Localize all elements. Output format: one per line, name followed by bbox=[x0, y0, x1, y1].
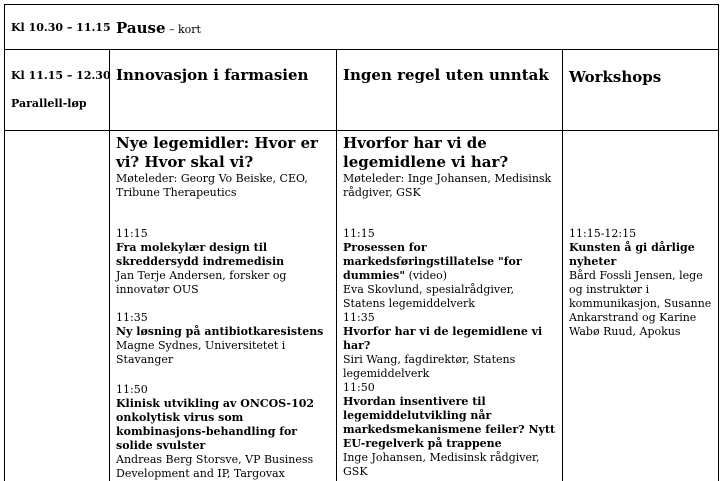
table-border-right bbox=[718, 4, 719, 481]
session-innovation bbox=[116, 134, 331, 200]
talk-item bbox=[343, 381, 558, 479]
talk-title-suffix: (video) bbox=[405, 269, 448, 282]
talk-title: Fra molekylær design til skreddersydd indremedisin bbox=[116, 241, 285, 268]
talk-time: 11:15 bbox=[116, 227, 148, 240]
talk-speaker: Magne Sydnes, Universitetet i Stavanger bbox=[116, 339, 286, 366]
talk-title: Klinisk utvikling av ONCOS-102 onkolytisk virus som kombinasjons-behandling for solide svulster bbox=[116, 397, 315, 452]
talk-title: Hvordan insentivere til legemiddelutvikling når markedsmekanismene feiler? Nytt EU-regelverk på trappene bbox=[343, 395, 556, 450]
column-heading-workshops: Workshops bbox=[569, 68, 662, 86]
talk-item bbox=[343, 227, 558, 311]
talk-time: 11:35 bbox=[116, 311, 148, 324]
workshop-title: Kunsten å gi dårlige nyheter bbox=[569, 241, 695, 268]
parallel-label: Parallell-løp bbox=[11, 97, 87, 110]
parallel-time: Kl 11.15 – 12.30 bbox=[11, 69, 111, 82]
talk-speaker: Siri Wang, fagdirektør, Statens legemiddelverk bbox=[343, 353, 516, 380]
row-divider-2 bbox=[4, 130, 718, 131]
column-heading-rules: Ingen regel uten unntak bbox=[343, 66, 549, 84]
workshop-item bbox=[569, 227, 714, 339]
workshop-speaker: Bård Fossli Jensen, lege og instruktør i kommunikasjon, Susanne Ankarstrand og Karine Wabø Ruud, Apokus bbox=[569, 269, 712, 338]
workshop-time: 11:15-12:15 bbox=[569, 227, 637, 240]
talk-time: 11:50 bbox=[343, 381, 375, 394]
talk-item bbox=[116, 383, 331, 481]
talk-speaker: Eva Skovlund, spesialrådgiver, Statens legemiddelverk bbox=[343, 283, 515, 310]
table-border-left bbox=[4, 4, 5, 481]
col-divider-1 bbox=[109, 49, 110, 481]
talk-speaker: Jan Terje Andersen, forsker og innovatør OUS bbox=[116, 269, 287, 296]
pause-cell bbox=[116, 18, 201, 37]
session-title: Hvorfor har vi de legemidlene vi har? bbox=[343, 134, 509, 171]
talk-speaker: Andreas Berg Storsve, VP Business Development and IP, Targovax bbox=[116, 453, 314, 480]
pause-note: – kort bbox=[165, 23, 201, 36]
col-divider-2 bbox=[336, 49, 337, 481]
row-divider-1 bbox=[4, 49, 718, 50]
talk-time: 11:35 bbox=[343, 311, 375, 324]
session-title: Nye legemidler: Hvor er vi? Hvor skal vi? bbox=[116, 134, 318, 171]
column-heading-innovation: Innovasjon i farmasien bbox=[116, 66, 309, 84]
pause-title: Pause bbox=[116, 19, 166, 37]
talk-title: Hvorfor har vi de legemidlene vi har? bbox=[343, 325, 543, 352]
talk-time: 11:50 bbox=[116, 383, 148, 396]
talk-time: 11:15 bbox=[343, 227, 375, 240]
talk-item bbox=[116, 311, 331, 367]
talk-title: Ny løsning på antibiotkaresistens bbox=[116, 325, 324, 338]
session-host: Møteleder: Georg Vo Beiske, CEO, Tribune Therapeutics bbox=[116, 172, 308, 199]
session-host: Møteleder: Inge Johansen, Medisinsk rådgiver, GSK bbox=[343, 172, 552, 199]
talk-item bbox=[343, 311, 558, 381]
col-divider-3 bbox=[562, 49, 563, 481]
talk-speaker: Inge Johansen, Medisinsk rådgiver, GSK bbox=[343, 451, 540, 478]
talk-item bbox=[116, 227, 331, 297]
pause-time: Kl 10.30 – 11.15 bbox=[11, 21, 111, 34]
table-border-top bbox=[4, 4, 718, 5]
talk-title: Prosessen for markedsføringstillatelse "for dummies" bbox=[343, 241, 522, 282]
session-rules bbox=[343, 134, 558, 200]
